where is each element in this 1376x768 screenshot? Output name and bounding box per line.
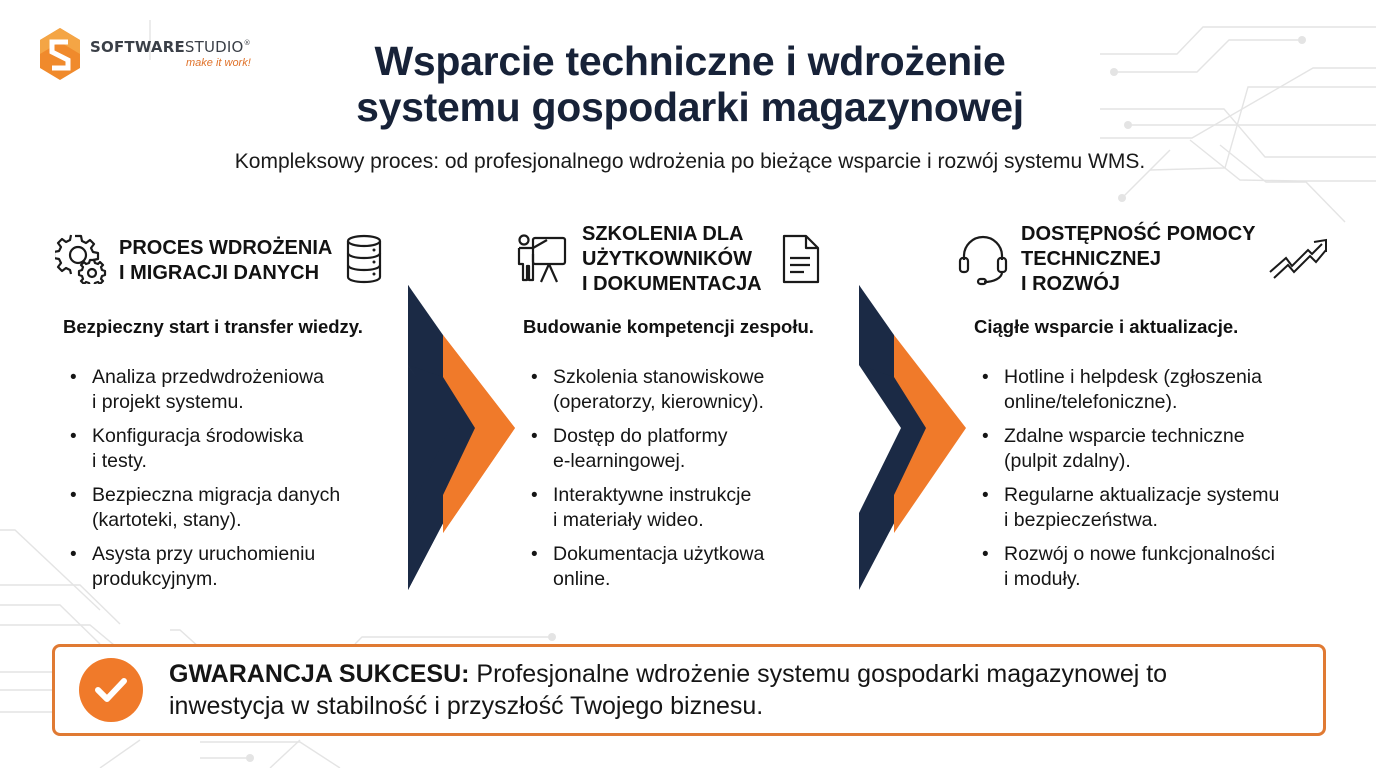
list-item: • Dokumentacja użytkowa online. <box>523 542 843 592</box>
gears-icon <box>55 232 107 284</box>
column-title: PROCES WDROŻENIA I MIGRACJI DANYCH <box>119 237 333 284</box>
chevron-arrow-icon <box>405 285 515 590</box>
list-item: • Dostęp do platformy e-learningowej. <box>523 424 843 474</box>
check-circle-icon <box>79 658 143 722</box>
list-item: • Interaktywne instrukcje i materiały wideo. <box>523 483 843 533</box>
page-title: Wsparcie techniczne i wdrożenie systemu gospodarki magazynowej <box>356 38 1024 130</box>
chevron-arrow-icon <box>856 285 966 590</box>
brand-tagline: make it work! <box>185 56 251 69</box>
column-training <box>515 222 820 297</box>
bullet-list <box>523 365 843 601</box>
bullet-list <box>62 365 392 601</box>
page-subtitle: Kompleksowy proces: od profesjonalnego wdrożenia po bieżące wsparcie i rozwój systemu WMS. <box>234 150 1146 173</box>
column-title: SZKOLENIA DLA UŻYTKOWNIKÓW I DOKUMENTACJA <box>582 223 762 295</box>
database-icon <box>346 234 382 284</box>
column-lead: Budowanie kompetencji zespołu. <box>523 316 814 337</box>
bullet-list <box>974 365 1319 601</box>
guarantee-label: GWARANCJA SUKCESU: <box>169 660 470 688</box>
guarantee-text: GWARANCJA SUKCESU: Profesjonalne wdrożenie systemu gospodarki magazynowej to inwestycja w stabilność i przyszłość Twojego biznesu. <box>169 660 1168 720</box>
list-item: • Konfiguracja środowiska i testy. <box>62 424 392 474</box>
trend-up-icon <box>1268 238 1330 280</box>
list-item: • Analiza przedwdrożeniowa i projekt systemu. <box>62 365 392 415</box>
column-support <box>958 222 1255 297</box>
column-lead: Ciągłe wsparcie i aktualizacje. <box>974 316 1239 337</box>
column-implementation <box>55 228 382 286</box>
column-lead: Bezpieczny start i transfer wiedzy. <box>63 316 363 337</box>
list-item: • Hotline i helpdesk (zgłoszenia online/telefoniczne). <box>974 365 1319 415</box>
column-title: DOSTĘPNOŚĆ POMOCY TECHNICZNEJ I ROZWÓJ <box>1021 223 1256 295</box>
brand-name: SOFTWARESTUDIO® <box>90 37 251 56</box>
brand-logo[interactable] <box>40 28 251 80</box>
list-item: • Zdalne wsparcie techniczne (pulpit zdalny). <box>974 424 1319 474</box>
document-icon <box>780 234 820 286</box>
list-item: • Rozwój o nowe funkcjonalności i moduły. <box>974 542 1319 592</box>
list-item: • Asysta przy uruchomieniu produkcyjnym. <box>62 542 392 592</box>
list-item: • Szkolenia stanowiskowe (operatorzy, kierownicy). <box>523 365 843 415</box>
headset-icon <box>958 234 1008 286</box>
presenter-icon <box>515 234 569 286</box>
guarantee-banner <box>52 644 1326 736</box>
logo-hexagon-icon <box>40 28 80 80</box>
list-item: • Bezpieczna migracja danych (kartoteki, stany). <box>62 483 392 533</box>
list-item: • Regularne aktualizacje systemu i bezpieczeństwa. <box>974 483 1319 533</box>
